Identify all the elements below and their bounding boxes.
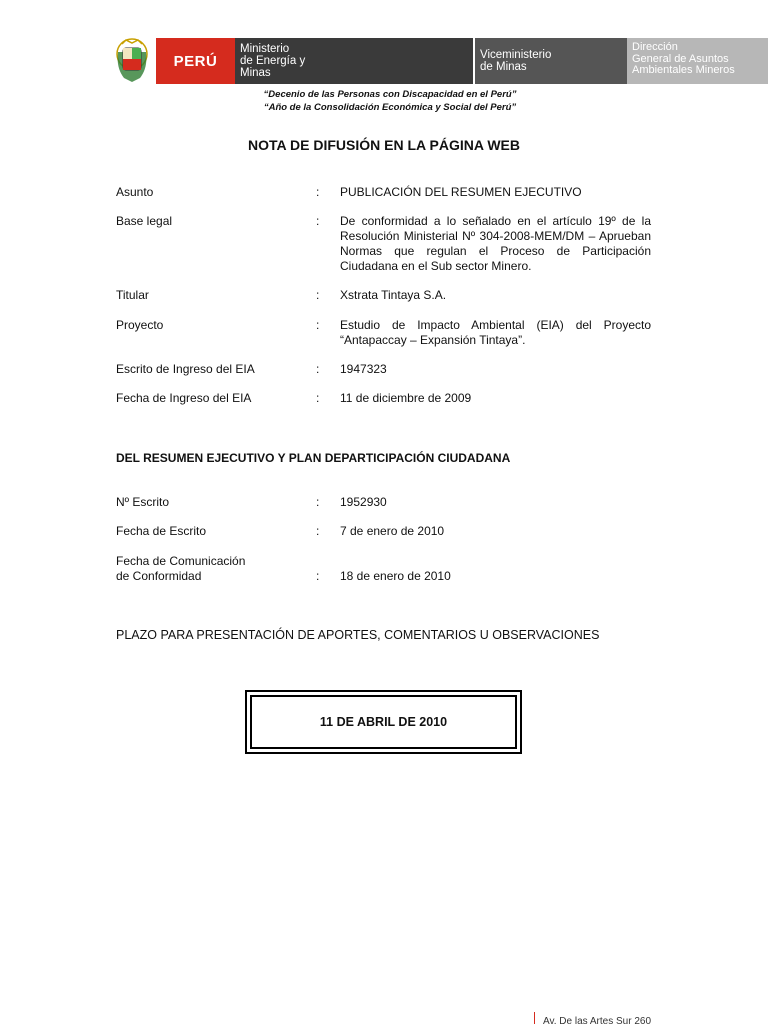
fecha-ingreso-value: 11 de diciembre de 2009 xyxy=(340,391,472,405)
fecha-escrito-value: 7 de enero de 2010 xyxy=(340,524,445,538)
deadline-date: 11 DE ABRIL DE 2010 xyxy=(250,695,517,749)
n-escrito-value: 1952930 xyxy=(340,495,387,509)
colon: : xyxy=(316,362,320,376)
fecha-comunicacion-label-line1: Fecha de Comunicación xyxy=(116,554,246,568)
colon: : xyxy=(316,569,320,583)
colon: : xyxy=(316,318,320,332)
asunto-value: PUBLICACIÓN DEL RESUMEN EJECUTIVO xyxy=(340,185,582,199)
base-legal-value: De conformidad a lo señalado en el artículo 19º de la Resolución Ministerial Nº 304-2008-MEM/DM – Aprueban Normas que regulan el Proceso de Participación Ciudadana en el Sub sector Minero. xyxy=(340,214,651,273)
proyecto-value: Estudio de Impacto Ambiental (EIA) del Proyecto “Antapaccay – Expansión Tintaya”. xyxy=(340,318,651,347)
titular-label: Titular xyxy=(116,288,149,302)
section-title: DEL RESUMEN EJECUTIVO Y PLAN DEPARTICIPACIÓN CIUDADANA xyxy=(116,451,511,465)
colon: : xyxy=(316,288,320,302)
colon: : xyxy=(316,495,320,509)
footer-address: Av. De las Artes Sur 260 xyxy=(543,1016,652,1027)
base-legal-label: Base legal xyxy=(116,214,173,228)
colon: : xyxy=(316,391,320,405)
ministry-block xyxy=(323,38,473,84)
escrito-ingreso-value: 1947323 xyxy=(340,362,387,376)
slogan-1: “Decenio de las Personas con Discapacidad en el Perú” xyxy=(263,89,517,100)
escrito-ingreso-label: Escrito de Ingreso del EIA xyxy=(116,362,255,376)
deadline-box xyxy=(245,690,522,754)
footer-divider xyxy=(534,1012,535,1024)
asunto-label: Asunto xyxy=(116,185,154,199)
header-banner xyxy=(114,38,735,84)
plazo-heading: PLAZO PARA PRESENTACIÓN DE APORTES, COMENTARIOS U OBSERVACIONES xyxy=(116,628,600,642)
fecha-comunicacion-label xyxy=(116,554,245,584)
direction-label: Dirección General de Asuntos Ambientales Mineros xyxy=(627,38,768,84)
fecha-escrito-label: Fecha de Escrito xyxy=(116,524,207,538)
ministry-label: Ministerio de Energía y Minas xyxy=(235,38,323,84)
slogans xyxy=(0,88,768,114)
colon: : xyxy=(316,185,320,199)
viceministry-label: Viceministerio de Minas xyxy=(475,38,627,84)
colon: : xyxy=(316,524,320,538)
coat-of-arms-icon xyxy=(114,38,150,84)
colon: : xyxy=(316,214,320,228)
peru-label: PERÚ xyxy=(156,38,235,84)
fecha-comunicacion-label-line2: de Conformidad xyxy=(116,569,202,583)
slogan-2: “Año de la Consolidación Económica y Social del Perú” xyxy=(263,102,517,113)
document-title: NOTA DE DIFUSIÓN EN LA PÁGINA WEB xyxy=(248,137,520,153)
proyecto-label: Proyecto xyxy=(116,318,164,332)
n-escrito-label: Nº Escrito xyxy=(116,495,170,509)
fecha-comunicacion-value: 18 de enero de 2010 xyxy=(340,569,451,583)
fecha-ingreso-label: Fecha de Ingreso del EIA xyxy=(116,391,252,405)
titular-value: Xstrata Tintaya S.A. xyxy=(340,288,447,302)
